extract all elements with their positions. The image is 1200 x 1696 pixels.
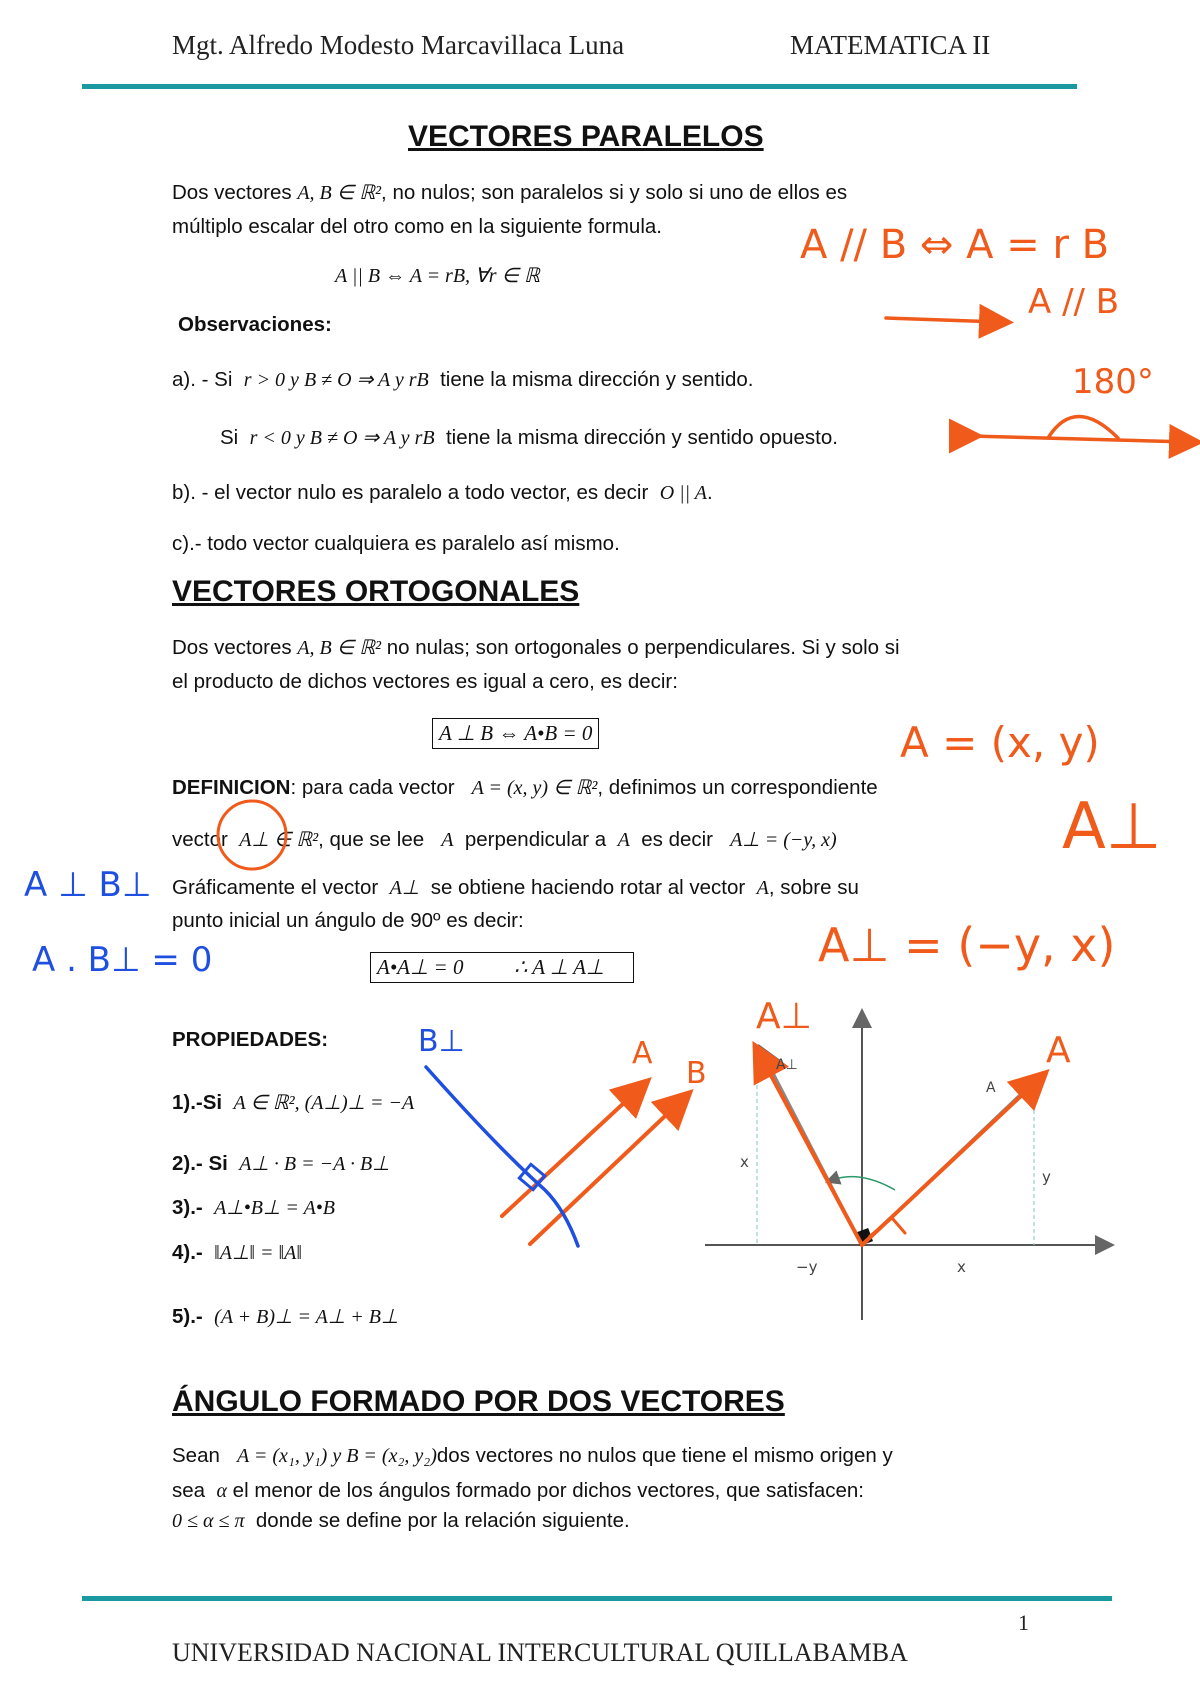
obs-a-line1: a). - Si r > 0 y B ≠ O ⇒ A y rB tiene la misma dirección y sentido. (172, 368, 754, 391)
angulo-line1: Sean A = (x₁, y₁) y B = (x₂, y₂)dos vectores no nulos que tiene el mismo origen y (172, 1444, 893, 1467)
angulo-line3: 0 ≤ α ≤ π donde se define por la relación siguiente. (172, 1509, 630, 1532)
annotation-orange-parallel: A // B (1028, 282, 1120, 322)
ortogonales-intro-line2: el producto de dichos vectores es igual a cero, es decir: (172, 670, 678, 693)
graph-label-y-right: y (1042, 1168, 1051, 1186)
obs-b-line: b). - el vector nulo es paralelo a todo vector, es decir O || A. (172, 481, 713, 504)
prop-1: 1).-Si A ∈ ℝ², (A⊥)⊥ = −A (172, 1091, 415, 1114)
graph-rotation-arc (832, 1177, 895, 1190)
footer-university: UNIVERSIDAD NACIONAL INTERCULTURAL QUILLABAMBA (172, 1638, 908, 1667)
obs-a-line2: Si r < 0 y B ≠ O ⇒ A y rB tiene la misma dirección y sentido opuesto. (220, 426, 838, 449)
prop-5: 5).- (A + B)⊥ = A⊥ + B⊥ (172, 1305, 399, 1328)
observaciones-title: Observaciones: (178, 313, 332, 336)
annotation-orange-parallel-def: A // B ⇔ A = r B (800, 222, 1110, 268)
annotation-orange-a-lines: A (632, 1036, 653, 1071)
graficamente-line1: Gráficamente el vector A⊥ se obtiene haciendo rotar al vector A, sobre su (172, 876, 859, 899)
footer-rule (82, 1596, 1112, 1601)
definicion-line1: DEFINICION: para cada vector A = (x, y) ∈ ℝ², definimos un correspondiente (172, 776, 878, 799)
graph-label-x-left: x (740, 1153, 749, 1171)
definicion-line2: vector A⊥ ∈ ℝ², que se lee A perpendicular a A es decir A⊥ = (−y, x) (172, 828, 837, 851)
prop-4: 4).- ‖A⊥‖ = ‖A‖ (172, 1241, 302, 1264)
orange-ink-strokes (218, 318, 1190, 1245)
section-title-paralelos: VECTORES PARALELOS (408, 120, 764, 153)
section-title-angulo: ÁNGULO FORMADO POR DOS VECTORES (172, 1385, 785, 1418)
header-course: MATEMATICA II (790, 30, 991, 60)
annotation-orange-a-perp-def: A⊥ = (−y, x) (818, 918, 1116, 972)
annotation-orange-a-graph: A (1046, 1030, 1071, 1071)
annotation-orange-a-xy: A = (x, y) (900, 718, 1100, 767)
prop-3: 3).- A⊥•B⊥ = A•B (172, 1196, 336, 1219)
paralelos-intro-line2: múltiplo escalar del otro como en la siguiente formula. (172, 215, 662, 238)
graph-label-a: A (986, 1080, 996, 1096)
prop-2: 2).- Si A⊥ · B = −A · B⊥ (172, 1152, 390, 1175)
paralelos-intro-line1: Dos vectores A, B ∈ ℝ², no nulos; son paralelos si y solo si uno de ellos es (172, 181, 848, 204)
section-title-ortogonales: VECTORES ORTOGONALES (172, 575, 580, 608)
graph-label-a-perp: A⊥ (776, 1057, 798, 1073)
graficamente-line2: punto inicial un ángulo de 90º es decir: (172, 909, 524, 932)
ortogonal-formula-box: A ⊥ B ⇔ A•B = 0 (432, 718, 599, 749)
obs-c-line: c).- todo vector cualquiera es paralelo así mismo. (172, 532, 620, 555)
graph-label-x-bottom: x (957, 1258, 966, 1276)
ortogonal-box-2: A•A⊥ = 0 ∴ A ⊥ A⊥ (370, 952, 634, 983)
annotation-blue-dot-zero: A . B⊥ = 0 (32, 940, 213, 980)
ortogonales-intro-line1: Dos vectores A, B ∈ ℝ² no nulas; son ortogonales o perpendiculares. Si y solo si (172, 636, 900, 659)
paralelos-formula: A || B ⇔ A = rB, ∀r ∈ ℝ (335, 265, 540, 287)
angulo-line2: sea α el menor de los ángulos formado por dichos vectores, que satisfacen: (172, 1479, 864, 1502)
annotation-blue-perp: A ⊥ B⊥ (24, 865, 152, 905)
annotation-orange-a-perp-big: A⊥ (1062, 790, 1162, 864)
propiedades-title: PROPIEDADES: (172, 1028, 329, 1051)
annotation-orange-180: 180° (1072, 362, 1154, 402)
annotation-orange-a-perp-graph: A⊥ (756, 996, 812, 1037)
annotation-blue-b-perp: B⊥ (418, 1024, 465, 1059)
graph-label-neg-y: −y (796, 1258, 818, 1276)
annotation-orange-b-lines: B (686, 1056, 707, 1091)
page-number: 1 (1018, 1610, 1029, 1635)
header-author: Mgt. Alfredo Modesto Marcavillaca Luna (172, 30, 625, 60)
